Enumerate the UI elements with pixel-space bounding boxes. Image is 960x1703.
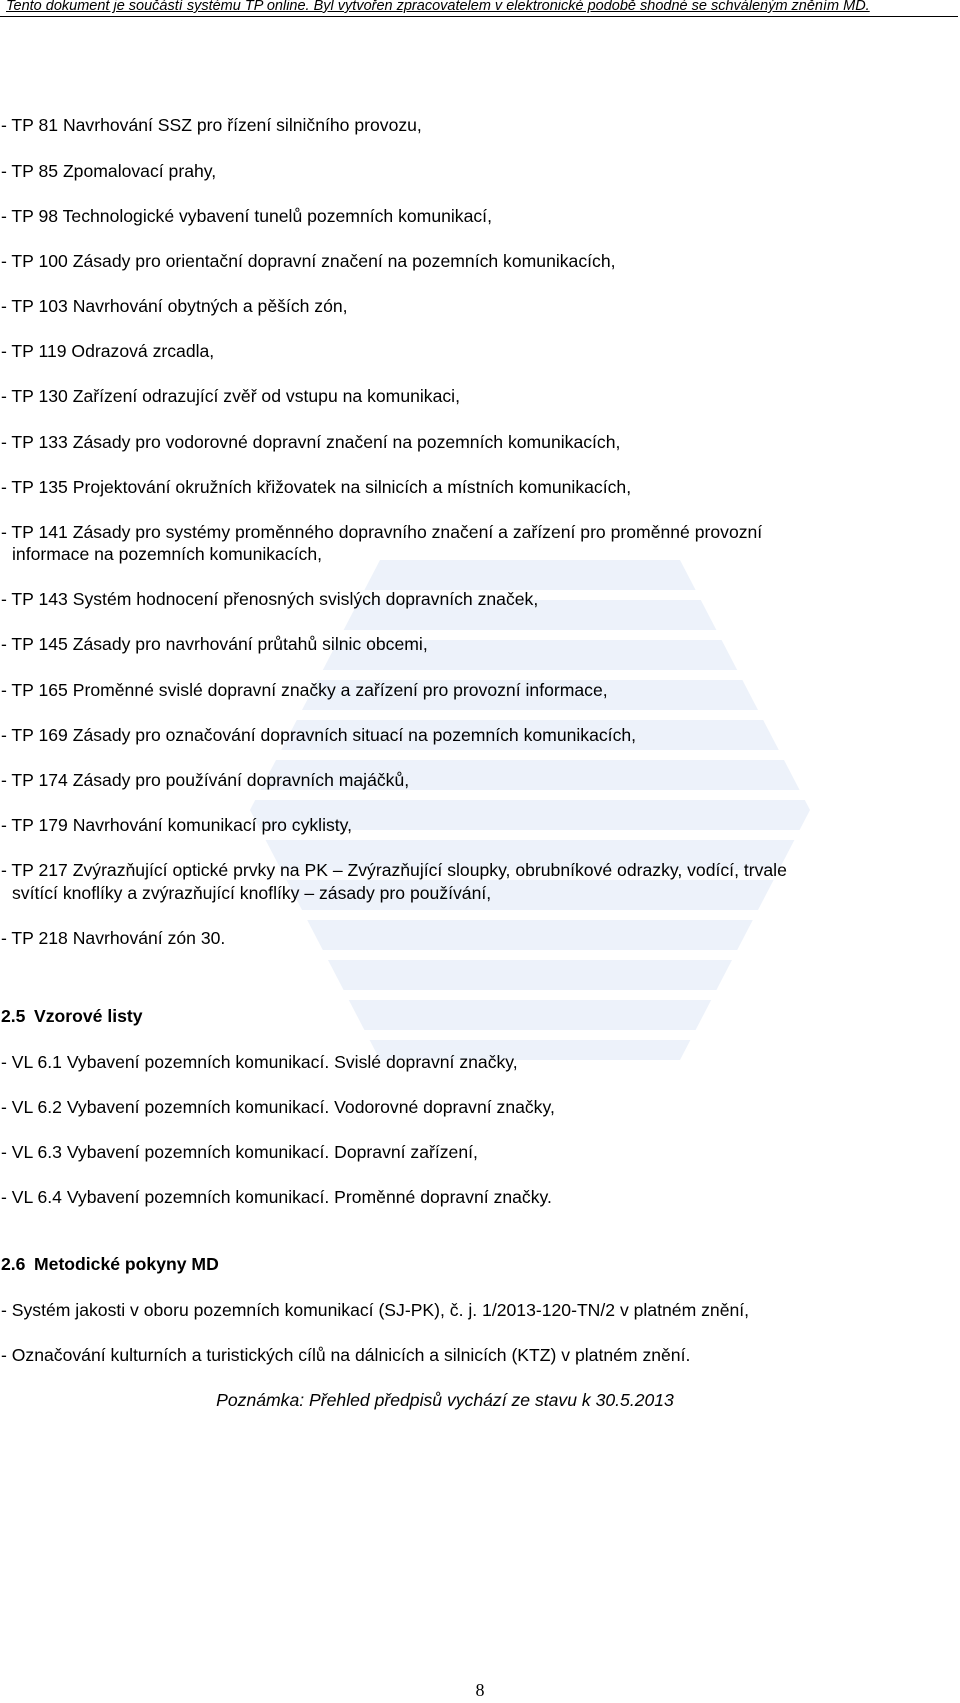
list-item: - TP 218 Navrhování zón 30. [1,928,226,948]
list-item: - TP 98 Technologické vybavení tunelů pozemních komunikací, [1,206,492,226]
list-item: - Systém jakosti v oboru pozemních komunikací (SJ-PK), č. j. 1/2013-120-TN/2 v platném znění, [1,1300,750,1320]
section-number: 2.6 [1,1254,26,1274]
list-item: - TP 143 Systém hodnocení přenosných svislých dopravních značek, [1,589,539,609]
note: Poznámka: Přehled předpisů vychází ze stavu k 30.5.2013 [216,1390,674,1410]
list-item: - Označování kulturních a turistických cílů na dálnicích a silnicích (KTZ) v platném znění. [1,1345,691,1365]
list-item: - TP 81 Navrhování SSZ pro řízení silničního provozu, [1,115,422,135]
list-item: - VL 6.1 Vybavení pozemních komunikací. Svislé dopravní značky, [1,1052,518,1072]
list-item: - TP 103 Navrhování obytných a pěších zón, [1,296,348,316]
list-item: - TP 169 Zásady pro označování dopravních situací na pozemních komunikacích, [1,725,637,745]
section-title: Vzorové listy [34,1006,143,1026]
section-heading-2-6 [1,1254,219,1275]
list-item: - TP 130 Zařízení odrazující zvěř od vstupu na komunikaci, [1,386,460,406]
list-item: - TP 217 Zvýrazňující optické prvky na PK – Zvýrazňující sloupky, obrubníkové odrazky, vodící, trvale [1,860,787,880]
section-number: 2.5 [1,1006,26,1026]
header-notice: Tento dokument je součástí systému TP online. Byl vytvořen zpracovatelem v elektronické podobě shodné se schváleným zněním MD. [6,0,870,14]
section-heading-2-5 [1,1006,143,1027]
list-item: - VL 6.4 Vybavení pozemních komunikací. Proměnné dopravní značky. [1,1187,552,1207]
list-item: - TP 141 Zásady pro systémy proměnného dopravního značení a zařízení pro proměnné provozní [1,522,763,542]
list-item: - TP 179 Navrhování komunikací pro cyklisty, [1,815,353,835]
list-item: - TP 174 Zásady pro používání dopravních majáčků, [1,770,410,790]
list-item: - TP 135 Projektování okružních křižovatek na silnicích a místních komunikacích, [1,477,632,497]
list-item: - TP 119 Odrazová zrcadla, [1,341,215,361]
page-number: 8 [475,1680,485,1700]
list-item: - TP 133 Zásady pro vodorovné dopravní značení na pozemních komunikacích, [1,432,621,452]
list-item: - TP 165 Proměnné svislé dopravní značky a zařízení pro provozní informace, [1,680,608,700]
list-item-continuation: informace na pozemních komunikacích, [12,544,322,564]
list-item-continuation: svítící knoflíky a zvýrazňující knoflíky – zásady pro používání, [12,883,492,903]
list-item: - TP 85 Zpomalovací prahy, [1,161,217,181]
list-item: - TP 145 Zásady pro navrhování průtahů silnic obcemi, [1,634,428,654]
section-title: Metodické pokyny MD [34,1254,219,1274]
list-item: - VL 6.2 Vybavení pozemních komunikací. Vodorovné dopravní značky, [1,1097,555,1117]
list-item: - VL 6.3 Vybavení pozemních komunikací. Dopravní zařízení, [1,1142,478,1162]
list-item: - TP 100 Zásady pro orientační dopravní značení na pozemních komunikacích, [1,251,616,271]
